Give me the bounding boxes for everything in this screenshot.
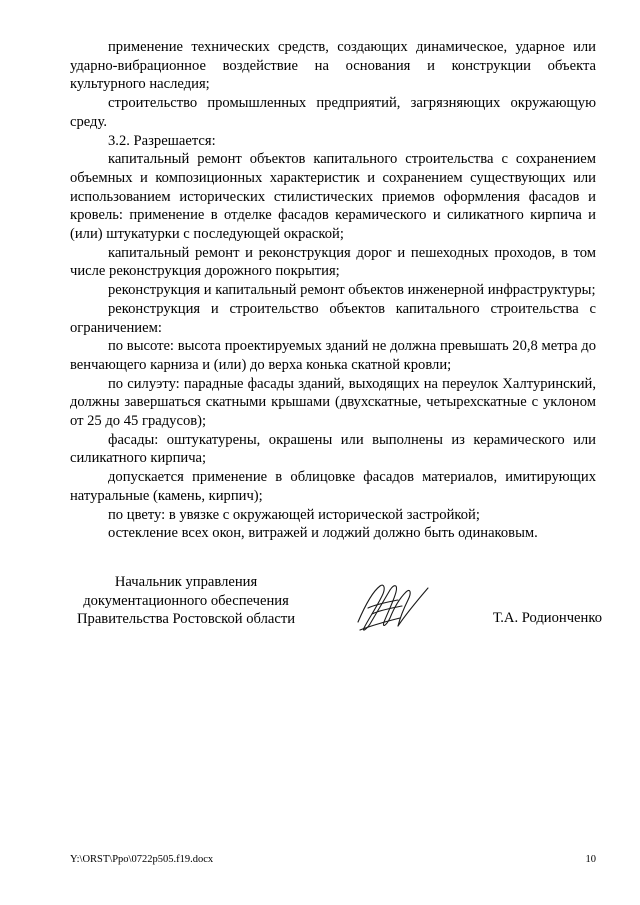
- section-heading: 3.2. Разрешается:: [108, 132, 216, 149]
- file-path: Y:\ORST\Ppo\0722p505.f19.docx: [70, 854, 214, 865]
- paragraph: капитальный ремонт и реконструкция дорог и пешеходных проходов, в том числе реконструкция дорожного покрытия;: [70, 244, 596, 280]
- paragraph: капитальный ремонт объектов капитального строительства с сохранением объемных и композиционных характеристик и сохранением существующих или использованием исторических стилистических приемов оформления фасадов и кровель: применение в отделке фасадов керамического и силикатного кирпича и (или) штукатурки с последующей окраской;: [70, 151, 596, 243]
- paragraph: по цвету: в увязке с окружающей исторической застройкой;: [108, 506, 480, 523]
- document-body: [70, 38, 596, 543]
- paragraph: строительство промышленных предприятий, загрязняющих окружающую среду.: [70, 95, 596, 130]
- paragraph: реконструкция и строительство объектов капитального строительства с ограничением:: [70, 300, 596, 336]
- paragraph: по высоте: высота проектируемых зданий не должна превышать 20,8 метра до венчающего карниза и (или) до верха конька скатной кровли;: [70, 338, 596, 373]
- signatory-title-line: документационного обеспечения: [83, 592, 289, 609]
- handwritten-signature: [350, 578, 440, 640]
- signatory-title: [66, 573, 306, 629]
- paragraph: фасады: оштукатурены, окрашены или выполнены из керамического или силикатного кирпича;: [70, 431, 596, 467]
- paragraph: остекление всех окон, витражей и лоджий должно быть одинаковым.: [108, 525, 538, 542]
- signatory-name: Т.А. Родионченко: [492, 610, 602, 626]
- signatory-title-line: Начальник управления: [114, 574, 258, 590]
- page-number: 10: [585, 854, 596, 865]
- signatory-title-line: Правительства Ростовской области: [76, 611, 296, 628]
- paragraph: реконструкция и капитальный ремонт объектов инженерной инфраструктуры;: [108, 282, 596, 299]
- paragraph: применение технических средств, создающих динамическое, ударное или ударно-вибрационное воздействие на основания и конструкции объекта культурного наследия;: [70, 39, 596, 93]
- paragraph: по силуэту: парадные фасады зданий, выходящих на переулок Халтуринский, должны завершаться скатными крышами (двухскатные, четырехскатные с уклоном от 25 до 45 градусов);: [70, 375, 596, 430]
- paragraph: допускается применение в облицовке фасадов материалов, имитирующих натуральные (камень, кирпич);: [70, 469, 596, 504]
